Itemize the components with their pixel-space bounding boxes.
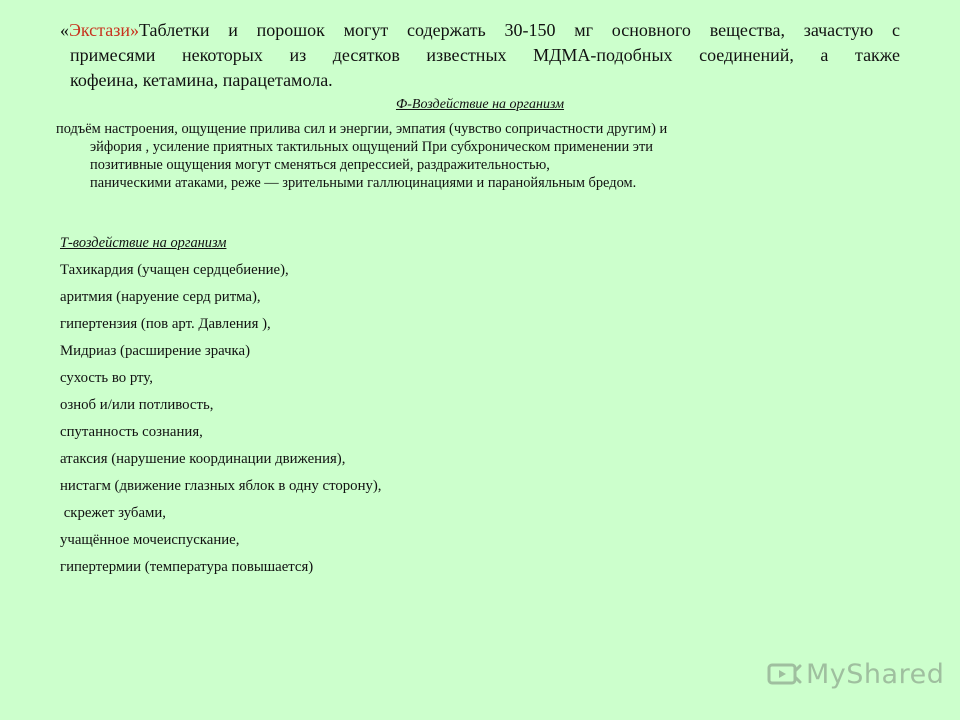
quote-close: » [130,20,139,40]
physical-line: эйфория , усиление приятных тактильных ощущений При субхроническом применении эти [90,139,653,155]
list-item: гипертермии (температура повышается) [60,559,314,575]
intro-line-2: примесями некоторых из десятков известных МДМА-подобных соединений, а также [70,45,900,65]
intro-line-1 [60,18,900,43]
intro-line-3: кофеина, кетамина, парацетамола. [70,70,333,90]
physical-line: подъём настроения, ощущение прилива сил и энергии, эмпатия (чувство сопричастности другим) и [56,121,668,137]
list-item: гипертензия (пов арт. Давления ), [60,316,271,332]
list-item: сухость во рту, [60,370,153,386]
list-item: учащённое мочеиспускание, [60,532,240,548]
physical-line: позитивные ощущения могут сменяться депрессией, раздражительностью, [90,157,550,173]
list-item: Тахикардия (учащен сердцебиение), [60,262,289,278]
physical-line: паническими атаками, реже — зрительными галлюцинациями и паранойяльным бредом. [90,175,637,191]
list-item: скрежет зубами, [60,505,166,521]
body-effects-heading: Т-воздействие на организм [60,235,227,251]
physical-effects-heading: Ф-Воздействие на организм [395,97,565,112]
myshared-logo-text: MyShared [806,658,945,690]
quote-open: « [60,20,69,40]
body-effects-list [60,257,382,581]
list-item: Мидриаз (расширение зрачка) [60,343,250,359]
list-item: нистагм (движение глазных яблок в одну сторону), [60,478,382,494]
intro-text-1: Таблетки и порошок могут содержать 30-150 мг основного вещества, зачастую с [139,20,900,40]
myshared-logo-icon [766,657,802,691]
list-item: атаксия (нарушение координации движения), [60,451,346,467]
intro-paragraph [60,18,900,93]
myshared-watermark [766,654,944,694]
term-ecstasy: Экстази [69,20,130,40]
list-item: аритмия (наруение серд ритма), [60,289,261,305]
physical-effects-text [56,120,906,192]
list-item: спутанность сознания, [60,424,203,440]
list-item: озноб и/или потливость, [60,397,214,413]
